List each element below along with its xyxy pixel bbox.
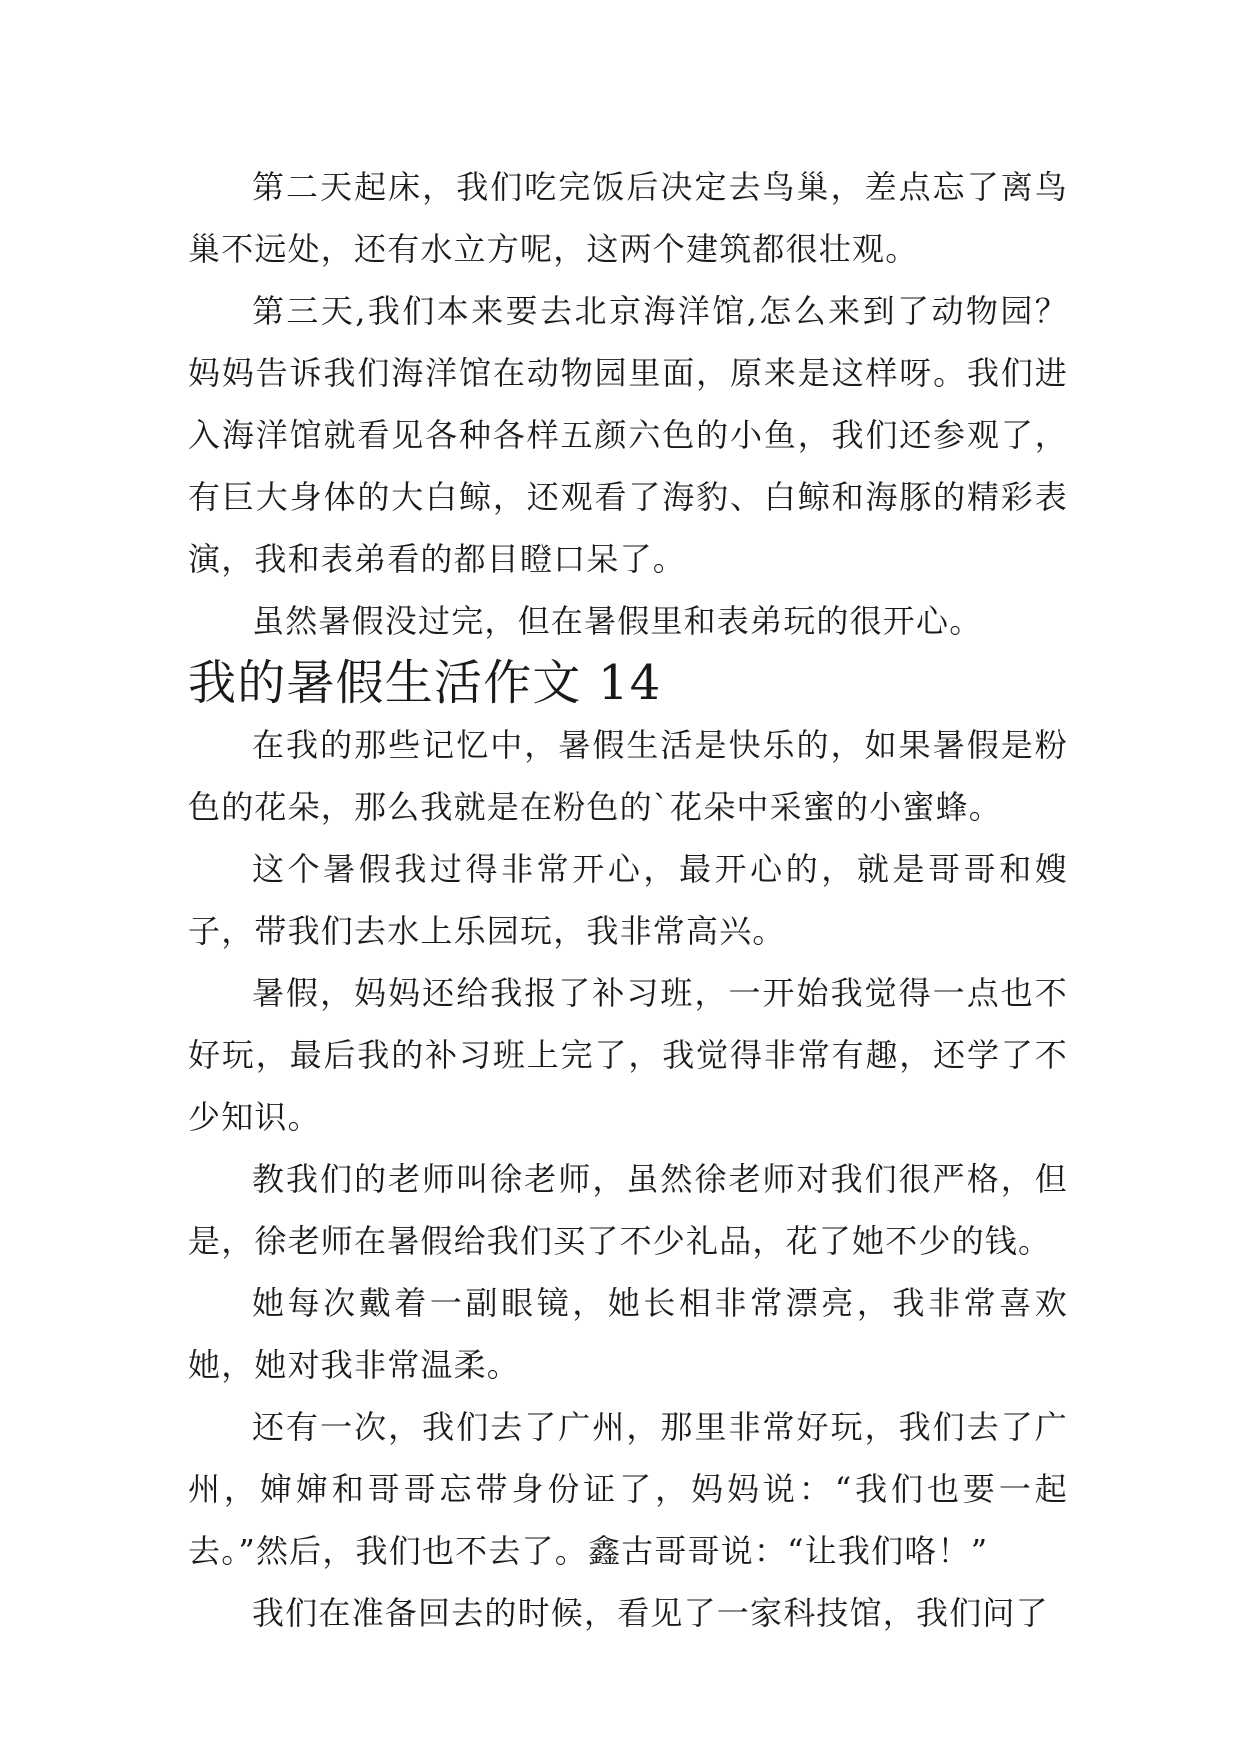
paragraph: 虽然暑假没过完，但在暑假里和表弟玩的很开心。 (252, 602, 983, 640)
paragraph: 我们在准备回去的时候，看见了一家科技馆，我们问了 (252, 1594, 1049, 1632)
section-heading: 我的暑假生活作文 14 (188, 655, 662, 711)
paragraph: 在我的那些记忆中，暑假生活是快乐的，如果暑假是粉色的花朵，那么我就是在粉色的`花朵中采蜜的小蜜蜂。 (188, 726, 1068, 826)
paragraph: 她每次戴着一副眼镜，她长相非常漂亮，我非常喜欢她，她对我非常温柔。 (188, 1284, 1068, 1384)
paragraph: 教我们的老师叫徐老师，虽然徐老师对我们很严格，但是，徐老师在暑假给我们买了不少礼品，花了她不少的钱。 (188, 1160, 1068, 1260)
paragraph: 还有一次，我们去了广州，那里非常好玩，我们去了广州，婶婶和哥哥忘带身份证了，妈妈说：“我们也要一起去。”然后，我们也不去了。鑫古哥哥说：“让我们咯！” (188, 1408, 1068, 1570)
paragraph: 第三天,我们本来要去北京海洋馆,怎么来到了动物园？妈妈告诉我们海洋馆在动物园里面，原来是这样呀。我们进入海洋馆就看见各种各样五颜六色的小鱼，我们还参观了，有巨大身体的大白鲸，还观看了海豹、白鲸和海豚的精彩表演，我和表弟看的都目瞪口呆了。 (188, 292, 1068, 578)
paragraph: 这个暑假我过得非常开心，最开心的，就是哥哥和嫂子，带我们去水上乐园玩，我非常高兴。 (188, 850, 1068, 950)
document-body (188, 156, 1068, 1644)
paragraph: 第二天起床，我们吃完饭后决定去鸟巢，差点忘了离鸟巢不远处，还有水立方呢，这两个建筑都很壮观。 (188, 168, 1068, 268)
paragraph: 暑假，妈妈还给我报了补习班，一开始我觉得一点也不好玩，最后我的补习班上完了，我觉得非常有趣，还学了不少知识。 (188, 974, 1068, 1136)
